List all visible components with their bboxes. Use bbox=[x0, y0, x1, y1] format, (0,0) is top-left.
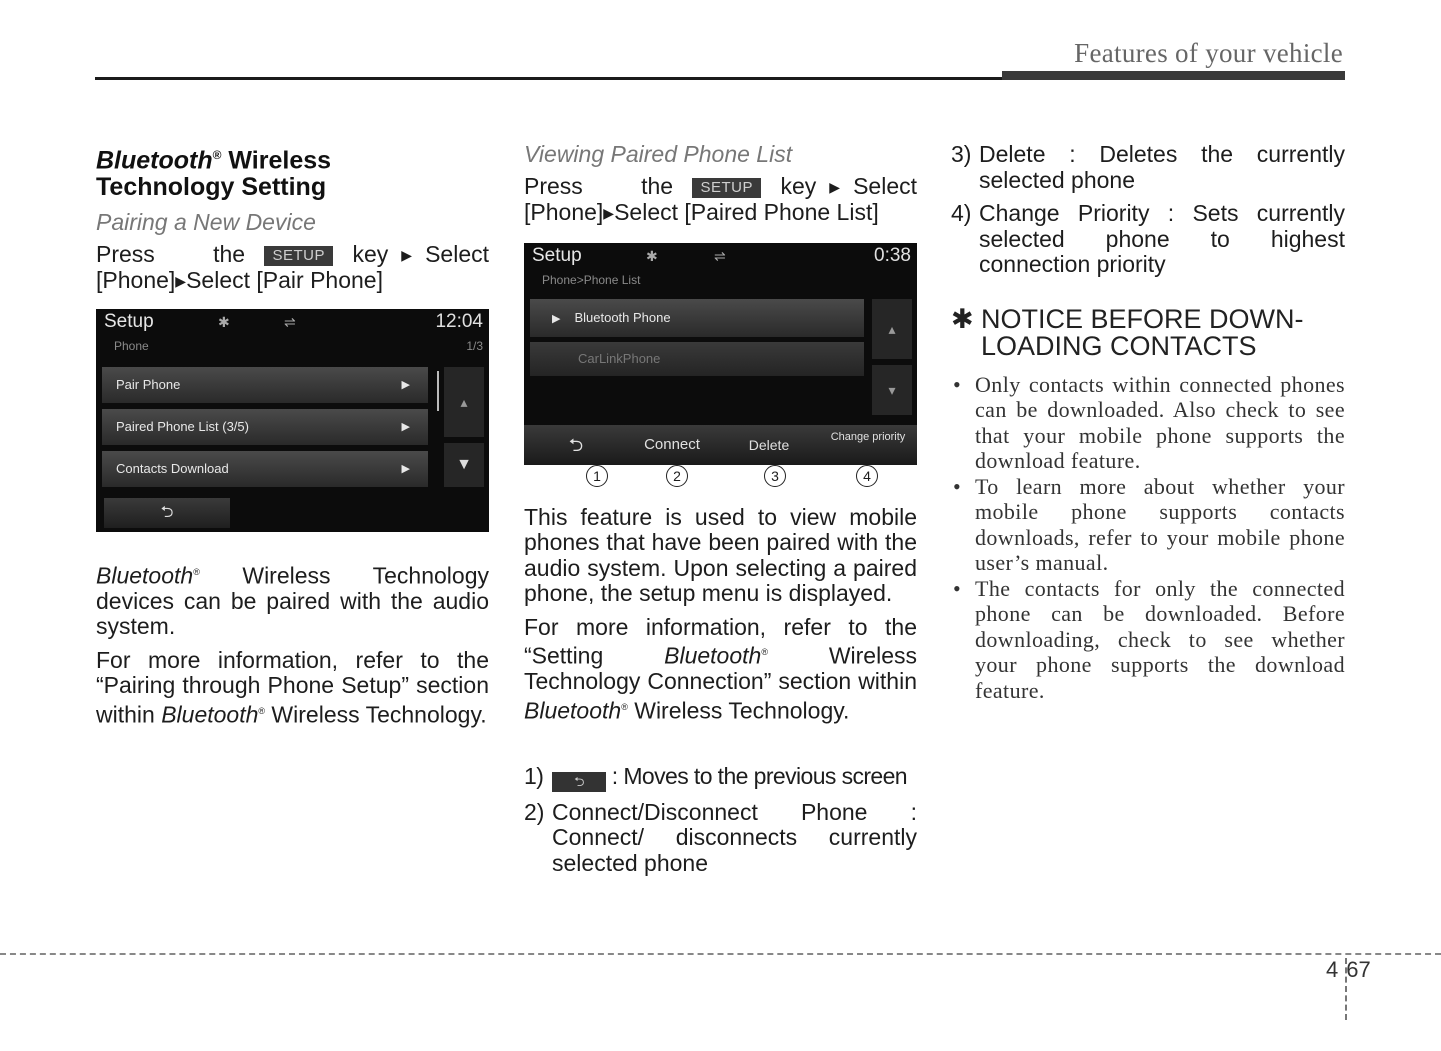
bullet-icon: • bbox=[953, 473, 962, 499]
paragraph-text: Wireless Technology. bbox=[265, 701, 487, 728]
menu-item-pair-phone[interactable] bbox=[102, 367, 428, 403]
paragraph-text: For more information, refer to the “Pairing through Phone Setup” section within bbox=[96, 646, 489, 728]
select-pair-text: Select [Pair Phone] bbox=[186, 267, 383, 294]
list-item bbox=[951, 372, 1345, 474]
delete-button[interactable]: Delete bbox=[748, 436, 790, 453]
menu-item-paired-list[interactable] bbox=[102, 409, 428, 445]
arrow-icon: ▶ bbox=[816, 178, 854, 195]
paragraph-text: Wireless Technology Connection” section within bbox=[524, 642, 917, 695]
button-legend-list bbox=[524, 764, 917, 877]
paragraph-text: Wireless Technology devices can be paired with the audio system. bbox=[96, 562, 489, 640]
select-list-text: Select [Paired Phone List] bbox=[614, 199, 879, 225]
press-text: Press the bbox=[524, 172, 674, 199]
list-item bbox=[951, 474, 1345, 576]
bluetooth-icon: ✱ bbox=[218, 313, 230, 330]
bullet-text: The contacts for only the connected phone can be downloaded. Before downloading, check to see whether your phone supports the download feature. bbox=[975, 575, 1345, 703]
play-icon: ▶ bbox=[552, 312, 561, 325]
page-number bbox=[1326, 957, 1371, 983]
screen-clock: 12:04 bbox=[435, 310, 483, 332]
notice-title bbox=[951, 303, 1345, 361]
arrow-icon: ▶ bbox=[388, 246, 426, 263]
legend-text: : Moves to the previous screen bbox=[611, 762, 908, 789]
section-title bbox=[96, 142, 489, 201]
subtitle-viewing: Viewing Paired Phone List bbox=[524, 141, 793, 167]
subtitle-pairing: Pairing a New Device bbox=[96, 209, 316, 236]
scroll-up-icon: ▴ bbox=[460, 393, 468, 410]
key-text: key bbox=[352, 240, 389, 267]
paragraph-more-info bbox=[96, 648, 489, 728]
chevron-right-icon: ▶ bbox=[401, 462, 410, 475]
breadcrumb-text: Phone bbox=[114, 338, 149, 353]
screen-button-bar bbox=[524, 425, 917, 465]
phone-list-item-bluetooth[interactable] bbox=[530, 299, 864, 337]
setup-screen-list bbox=[524, 243, 917, 465]
screen-clock: 0:38 bbox=[874, 244, 911, 266]
menu-item-label: Pair Phone bbox=[116, 376, 181, 392]
list-item bbox=[951, 576, 1345, 704]
back-icon: ⮌ bbox=[568, 434, 584, 455]
chevron-right-icon: ▶ bbox=[401, 378, 410, 391]
select-phone-text: [Phone] bbox=[96, 267, 176, 294]
paragraph-text: For more information, refer to the “Setting bbox=[524, 613, 917, 669]
bluetooth-icon: ✱ bbox=[646, 247, 658, 264]
bullet-icon: • bbox=[953, 371, 962, 397]
reg-mark: ® bbox=[258, 705, 266, 716]
page-number-value: 67 bbox=[1346, 957, 1371, 982]
footer-vertical-rule bbox=[1345, 958, 1347, 1020]
bluetooth-word: Bluetooth bbox=[524, 697, 622, 724]
usb-icon: ⇌ bbox=[284, 313, 296, 330]
back-button[interactable] bbox=[534, 425, 618, 465]
back-icon: ⮌ bbox=[160, 503, 174, 521]
legend-number: 1) bbox=[524, 762, 544, 789]
paragraph-devices bbox=[96, 560, 489, 640]
screen-titlebar bbox=[524, 243, 917, 269]
legend-text: Change Priority : Sets currently selected phone to highest connection priority bbox=[979, 200, 1345, 277]
back-button[interactable] bbox=[104, 498, 230, 528]
arrow-icon: ▶ bbox=[603, 205, 615, 221]
usb-icon: ⇌ bbox=[714, 247, 726, 264]
legend-text: Connect/Disconnect Phone : Connect/ disconnects currently selected phone bbox=[552, 798, 917, 876]
legend-text: Delete : Deletes the currently selected phone bbox=[979, 141, 1345, 193]
legend-item-4 bbox=[951, 201, 1345, 278]
chapter-number: 4 bbox=[1326, 957, 1339, 982]
reg-mark: ® bbox=[621, 701, 628, 712]
bullet-text: Only contacts within connected phones can be downloaded. Also check to see that your mobile phone supports the download feature. bbox=[975, 371, 1345, 473]
scroll-up-button[interactable] bbox=[872, 299, 912, 359]
reg-mark: ® bbox=[193, 566, 200, 577]
setup-screen-pair bbox=[96, 309, 489, 532]
breadcrumb-text: Phone>Phone List bbox=[542, 272, 641, 287]
select-phone-text: [Phone] bbox=[524, 199, 604, 225]
legend-item-1 bbox=[524, 764, 917, 792]
instruction-view bbox=[524, 174, 917, 227]
setup-key: SETUP bbox=[692, 178, 761, 198]
bullet-text: To learn more about whether your mobile phone supports contacts downloads, refer to your mobile phone user’s manual. bbox=[975, 473, 1345, 575]
connect-button[interactable]: Connect bbox=[644, 435, 700, 453]
scroll-up-icon: ▴ bbox=[888, 320, 896, 337]
scroll-down-button[interactable] bbox=[872, 365, 912, 415]
menu-item-contacts-download[interactable] bbox=[102, 451, 428, 487]
title-bluetooth: Bluetooth bbox=[96, 146, 213, 175]
bluetooth-word: Bluetooth bbox=[161, 701, 259, 728]
callout-2: 2 bbox=[666, 465, 688, 487]
legend-number: 4) bbox=[951, 200, 972, 226]
screen-title: Setup bbox=[104, 310, 154, 332]
title-reg-mark: ® bbox=[212, 148, 222, 162]
callout-numbers bbox=[524, 465, 917, 489]
column-1 bbox=[96, 142, 489, 728]
screen-bottom-bar bbox=[96, 494, 489, 532]
paragraph-text: Wireless Technology. bbox=[627, 697, 850, 724]
page-indicator: 1/3 bbox=[466, 338, 483, 353]
reg-mark: ® bbox=[761, 647, 768, 657]
scrollbar-thumb[interactable] bbox=[437, 371, 439, 411]
notice-bullets bbox=[951, 372, 1345, 704]
setup-key: SETUP bbox=[264, 246, 333, 266]
select-text: Select bbox=[425, 240, 490, 267]
menu-item-label: Paired Phone List (3/5) bbox=[116, 418, 249, 434]
screen-titlebar bbox=[96, 309, 489, 335]
footer-dashed-rule bbox=[0, 953, 1441, 955]
back-icon: ⮌ bbox=[552, 772, 606, 792]
menu-item-label: Contacts Download bbox=[116, 460, 229, 476]
notice-title-text: NOTICE BEFORE DOWN-LOADING CONTACTS bbox=[981, 303, 1304, 361]
phone-name: Bluetooth Phone bbox=[574, 309, 671, 325]
scroll-down-button[interactable] bbox=[444, 443, 484, 487]
column-3 bbox=[951, 142, 1345, 703]
scroll-down-icon: ▼ bbox=[456, 455, 472, 473]
key-text: key bbox=[780, 172, 817, 199]
press-text: Press the bbox=[96, 240, 246, 267]
screen-breadcrumb bbox=[96, 335, 489, 357]
callout-1: 1 bbox=[586, 465, 608, 487]
change-priority-button[interactable]: Change priority bbox=[830, 430, 906, 443]
legend-item-3 bbox=[951, 142, 1345, 193]
phone-name: CarLinkPhone bbox=[578, 350, 661, 366]
legend-number: 3) bbox=[951, 141, 972, 167]
screen-breadcrumb bbox=[524, 269, 917, 291]
header-accent-bar bbox=[1002, 71, 1345, 80]
scroll-down-icon: ▾ bbox=[888, 381, 896, 398]
title-part-2: Technology Setting bbox=[96, 173, 327, 202]
scroll-up-button[interactable] bbox=[444, 367, 484, 437]
legend-number: 2) bbox=[524, 798, 545, 825]
column-2 bbox=[524, 142, 917, 876]
screen-title: Setup bbox=[532, 244, 582, 266]
arrow-icon: ▶ bbox=[175, 273, 187, 290]
select-text: Select bbox=[853, 172, 918, 199]
paragraph-feature: This feature is used to view mobile phones that have been paired with the audio system. Upon selecting a paired phone, the setup menu is displayed. bbox=[524, 503, 917, 606]
callout-3: 3 bbox=[764, 465, 786, 487]
paragraph-more-info bbox=[524, 615, 917, 724]
legend-item-2 bbox=[524, 800, 917, 877]
notice-star-icon: ✱ bbox=[951, 303, 974, 334]
bluetooth-word: Bluetooth bbox=[96, 562, 194, 589]
bullet-icon: • bbox=[953, 575, 962, 601]
chevron-right-icon: ▶ bbox=[401, 420, 410, 433]
title-part-1: Wireless bbox=[221, 146, 332, 175]
callout-4: 4 bbox=[856, 465, 878, 487]
phone-list-item-2[interactable] bbox=[530, 342, 864, 376]
running-header: Features of your vehicle bbox=[1074, 38, 1343, 68]
instruction-pair bbox=[96, 242, 489, 295]
bluetooth-word: Bluetooth bbox=[664, 642, 762, 669]
